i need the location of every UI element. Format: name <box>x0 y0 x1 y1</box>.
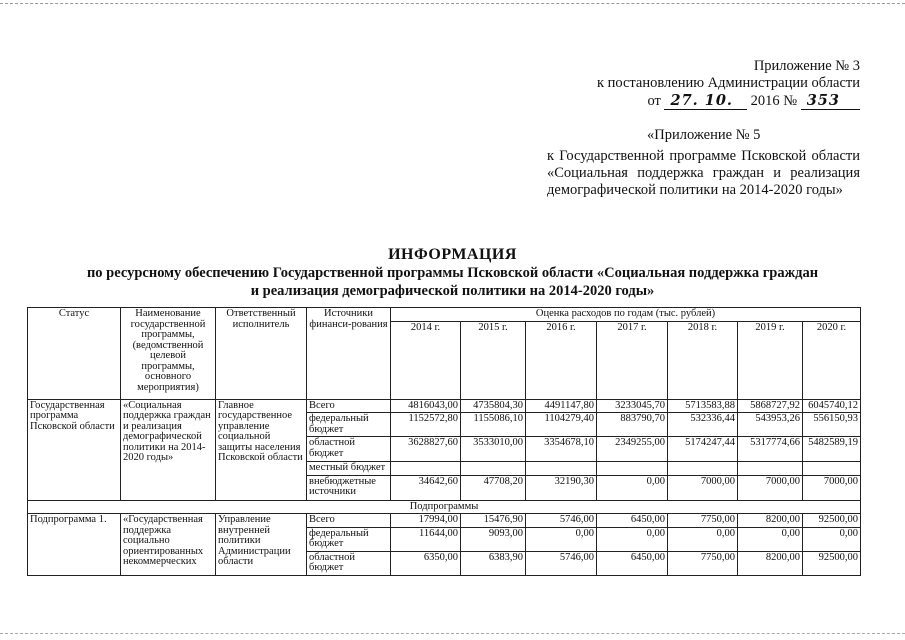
year-number: 2016 № <box>750 93 798 109</box>
value-cell: 543953,26 <box>738 413 803 437</box>
value-cell: 9093,00 <box>461 527 526 551</box>
value-cell: 5746,00 <box>526 551 597 575</box>
value-cell: 7000,00 <box>668 475 738 500</box>
subprogram-name: «Государственная поддержка социально ориентированных некоммерческих <box>121 514 216 576</box>
header-status: Статус <box>28 308 121 400</box>
subprograms-row <box>28 500 861 514</box>
source-cell: федеральный бюджет <box>307 527 391 551</box>
reference-body: к Государственной программе Псковской области «Социальная поддержка граждан и реализация демографической политики на 2014-2020 годы» <box>547 148 860 198</box>
value-cell: 3233045,70 <box>597 399 668 413</box>
source-cell: внебюджетные источники <box>307 475 391 500</box>
header-estimate: Оценка расходов по годам (тыс. рублей) <box>391 308 861 322</box>
value-cell: 1104279,40 <box>526 413 597 437</box>
appendix-decree: к постановлению Администрации области <box>596 75 860 91</box>
header-row <box>28 308 861 322</box>
header-year: 2014 г. <box>391 321 461 399</box>
header-name: Наименование государственной программы, (ведомственной целевой программы, основного мероприятия) <box>121 308 216 400</box>
subprograms-label: Подпрограммы <box>28 500 861 514</box>
source-cell: областной бюджет <box>307 551 391 575</box>
value-cell: 8200,00 <box>738 514 803 528</box>
value-cell: 7000,00 <box>803 475 861 500</box>
value-cell <box>803 462 861 476</box>
value-cell: 4735804,30 <box>461 399 526 413</box>
source-cell: местный бюджет <box>307 462 391 476</box>
header-responsible: Ответственный исполнитель <box>216 308 307 400</box>
header-year: 2016 г. <box>526 321 597 399</box>
subprogram-status: Подпрограмма 1. <box>28 514 121 576</box>
program-status: Государственная программа Псковской области <box>28 399 121 500</box>
value-cell: 5746,00 <box>526 514 597 528</box>
source-cell: областной бюджет <box>307 437 391 462</box>
value-cell <box>526 462 597 476</box>
value-cell <box>597 462 668 476</box>
handwritten-date: 27. 10. <box>664 92 747 110</box>
doc-subtitle-line2: и реализация демографической политики на 2014-2020 годы» <box>250 283 655 299</box>
value-cell: 6383,90 <box>461 551 526 575</box>
table-row <box>28 399 861 413</box>
value-cell: 3354678,10 <box>526 437 597 462</box>
value-cell: 0,00 <box>738 527 803 551</box>
value-cell: 34642,60 <box>391 475 461 500</box>
value-cell: 0,00 <box>597 475 668 500</box>
appendix-title: Приложение № 3 <box>753 58 860 74</box>
value-cell: 0,00 <box>597 527 668 551</box>
value-cell: 5868727,92 <box>738 399 803 413</box>
value-cell <box>668 462 738 476</box>
source-cell: Всего <box>307 399 391 413</box>
value-cell: 6350,00 <box>391 551 461 575</box>
value-cell: 7000,00 <box>738 475 803 500</box>
value-cell: 883790,70 <box>597 413 668 437</box>
value-cell: 532336,44 <box>668 413 738 437</box>
value-cell: 5482589,19 <box>803 437 861 462</box>
table-row <box>28 514 861 528</box>
value-cell: 3628827,60 <box>391 437 461 462</box>
value-cell: 556150,93 <box>803 413 861 437</box>
value-cell: 0,00 <box>668 527 738 551</box>
value-cell: 6450,00 <box>597 514 668 528</box>
value-cell: 0,00 <box>526 527 597 551</box>
value-cell <box>738 462 803 476</box>
program-responsible: Главное государственное управление социальной защиты населения Псковской области <box>216 399 307 500</box>
source-cell: федеральный бюджет <box>307 413 391 437</box>
value-cell: 47708,20 <box>461 475 526 500</box>
value-cell: 6045740,12 <box>803 399 861 413</box>
value-cell: 8200,00 <box>738 551 803 575</box>
doc-subtitle-line1: по ресурсному обеспечению Государственной программы Псковской области «Социальная поддержка граждан <box>86 265 819 281</box>
value-cell: 32190,30 <box>526 475 597 500</box>
reference-head: «Приложение № 5 <box>647 127 761 143</box>
value-cell: 7750,00 <box>668 514 738 528</box>
value-cell: 15476,90 <box>461 514 526 528</box>
value-cell: 11644,00 <box>391 527 461 551</box>
handwritten-number: 353 <box>801 92 860 110</box>
value-cell: 92500,00 <box>803 551 861 575</box>
value-cell: 2349255,00 <box>597 437 668 462</box>
value-cell: 5174247,44 <box>668 437 738 462</box>
value-cell: 7750,00 <box>668 551 738 575</box>
header-year: 2018 г. <box>668 321 738 399</box>
value-cell: 1155086,10 <box>461 413 526 437</box>
appendix-block <box>560 58 860 110</box>
date-prefix: от <box>647 93 661 109</box>
value-cell: 0,00 <box>803 527 861 551</box>
value-cell: 5317774,66 <box>738 437 803 462</box>
subprogram-responsible: Управление внутренней политики Администрации области <box>216 514 307 576</box>
source-cell: Всего <box>307 514 391 528</box>
scan-bottom-border <box>0 633 905 634</box>
value-cell: 92500,00 <box>803 514 861 528</box>
reference-block <box>547 127 860 199</box>
scan-top-border <box>0 3 905 4</box>
header-year: 2019 г. <box>738 321 803 399</box>
header-year: 2015 г. <box>461 321 526 399</box>
value-cell <box>391 462 461 476</box>
value-cell: 6450,00 <box>597 551 668 575</box>
header-sources: Источники финанси-рования <box>307 308 391 400</box>
value-cell: 4491147,80 <box>526 399 597 413</box>
resource-table <box>27 307 861 576</box>
value-cell <box>461 462 526 476</box>
header-year: 2020 г. <box>803 321 861 399</box>
value-cell: 3533010,00 <box>461 437 526 462</box>
header-year: 2017 г. <box>597 321 668 399</box>
value-cell: 5713583,88 <box>668 399 738 413</box>
doc-title: ИНФОРМАЦИЯ <box>388 246 517 263</box>
appendix-dateline <box>560 92 860 110</box>
program-name: «Социальная поддержка граждан и реализация демографической политики на 2014-2020 годы» <box>121 399 216 500</box>
value-cell: 17994,00 <box>391 514 461 528</box>
value-cell: 4816043,00 <box>391 399 461 413</box>
value-cell: 1152572,80 <box>391 413 461 437</box>
